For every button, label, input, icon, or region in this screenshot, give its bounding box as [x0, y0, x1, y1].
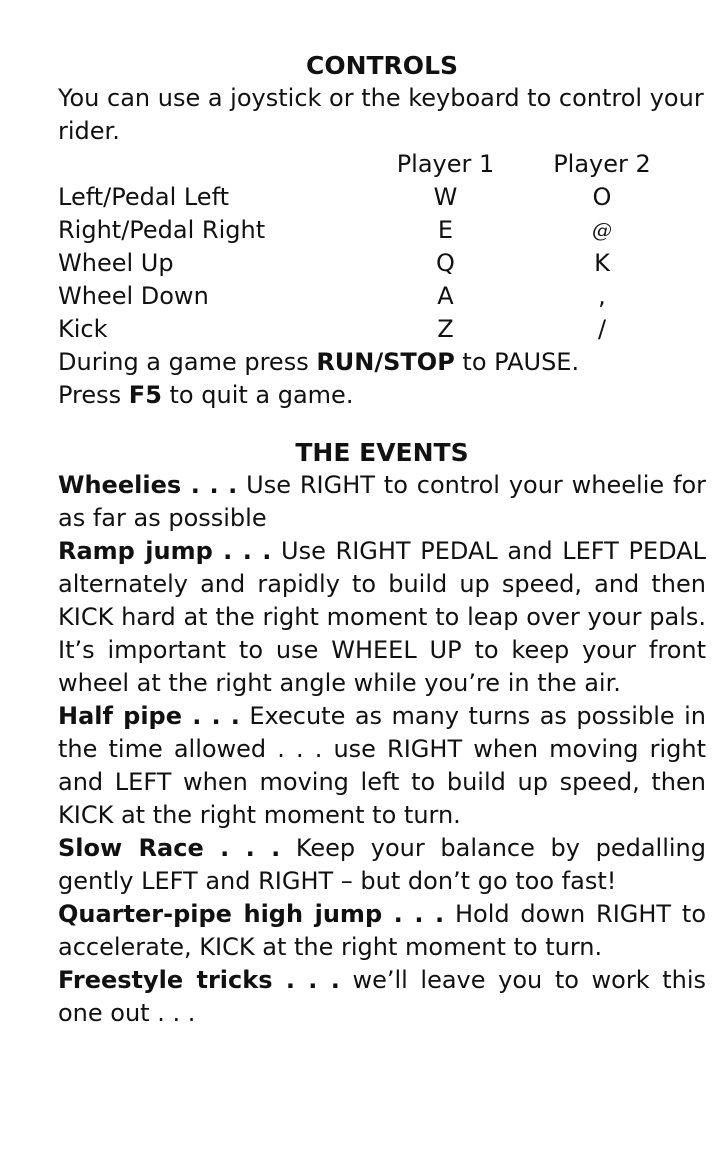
event-text: we’ll leave you to work this one out . . . [58, 966, 706, 1027]
event-item [58, 700, 706, 832]
event-name: Ramp jump . . . [58, 537, 272, 565]
control-action: Kick [58, 315, 108, 343]
section-gap [58, 412, 706, 437]
controls-row [58, 214, 706, 247]
event-item [58, 832, 706, 898]
player2-header: Player 2 [553, 150, 651, 178]
event-text: Hold down RIGHT to accelerate, KICK at the right moment to turn. [58, 900, 706, 961]
player1-key: W [433, 183, 458, 211]
controls-row [58, 181, 706, 214]
event-name: Freestyle tricks . . . [58, 966, 340, 994]
controls-row [58, 313, 706, 346]
pause-pre: During a game press [58, 348, 317, 376]
control-action: Wheel Up [58, 249, 174, 277]
event-name: Wheelies . . . [58, 471, 238, 499]
controls-table [58, 148, 706, 346]
quit-key: F5 [128, 381, 162, 409]
pause-key: RUN/STOP [316, 348, 455, 376]
player1-key: A [437, 282, 454, 310]
event-item [58, 898, 706, 964]
control-action: Wheel Down [58, 282, 209, 310]
player1-header: Player 1 [396, 150, 495, 178]
event-name: Half pipe . . . [58, 702, 240, 730]
player2-key: , [598, 282, 606, 310]
manual-page [58, 50, 706, 1030]
event-text: Keep your balance by pedalling gently LEFT and RIGHT – but don’t go too fast! [58, 834, 706, 895]
event-text: Execute as many turns as possible in the time allowed . . . use RIGHT when moving right and LEFT when moving left to build up speed, then KICK at the right moment to turn. [58, 702, 706, 829]
control-action: Right/Pedal Right [58, 216, 266, 244]
controls-row [58, 280, 706, 313]
quit-pre: Press [58, 381, 129, 409]
controls-intro: You can use a joystick or the keyboard to control your rider. [58, 84, 704, 145]
quit-post: to quit a game. [161, 381, 354, 409]
event-text: Use RIGHT PEDAL and LEFT PEDAL alternately and rapidly to build up speed, and then KICK hard at the right moment to leap over your pals. It’s important to use WHEEL UP to keep your front wheel at the right angle while you’re in the air. [58, 537, 707, 697]
event-item [58, 469, 706, 535]
pause-post: to PAUSE. [454, 348, 580, 376]
player2-key: @ [592, 218, 612, 242]
quit-instruction [58, 379, 706, 412]
player1-key: E [437, 216, 454, 244]
controls-row [58, 247, 706, 280]
player1-key: Z [437, 315, 454, 343]
player2-key: / [597, 315, 607, 343]
event-name: Slow Race . . . [58, 834, 281, 862]
event-item [58, 535, 706, 700]
controls-header-blank [58, 148, 393, 181]
player2-key: O [592, 183, 612, 211]
player1-key: Q [436, 249, 455, 277]
event-name: Quarter-pipe high jump . . . [58, 900, 445, 928]
pause-instruction [58, 346, 706, 379]
controls-header-row [58, 148, 706, 181]
events-heading: THE EVENTS [295, 438, 469, 467]
event-text: Use RIGHT to control your wheelie for as far as possible [58, 471, 706, 532]
control-action: Left/Pedal Left [58, 183, 230, 211]
event-item [58, 964, 706, 1030]
player2-key: K [594, 249, 610, 277]
controls-heading: CONTROLS [305, 51, 458, 80]
